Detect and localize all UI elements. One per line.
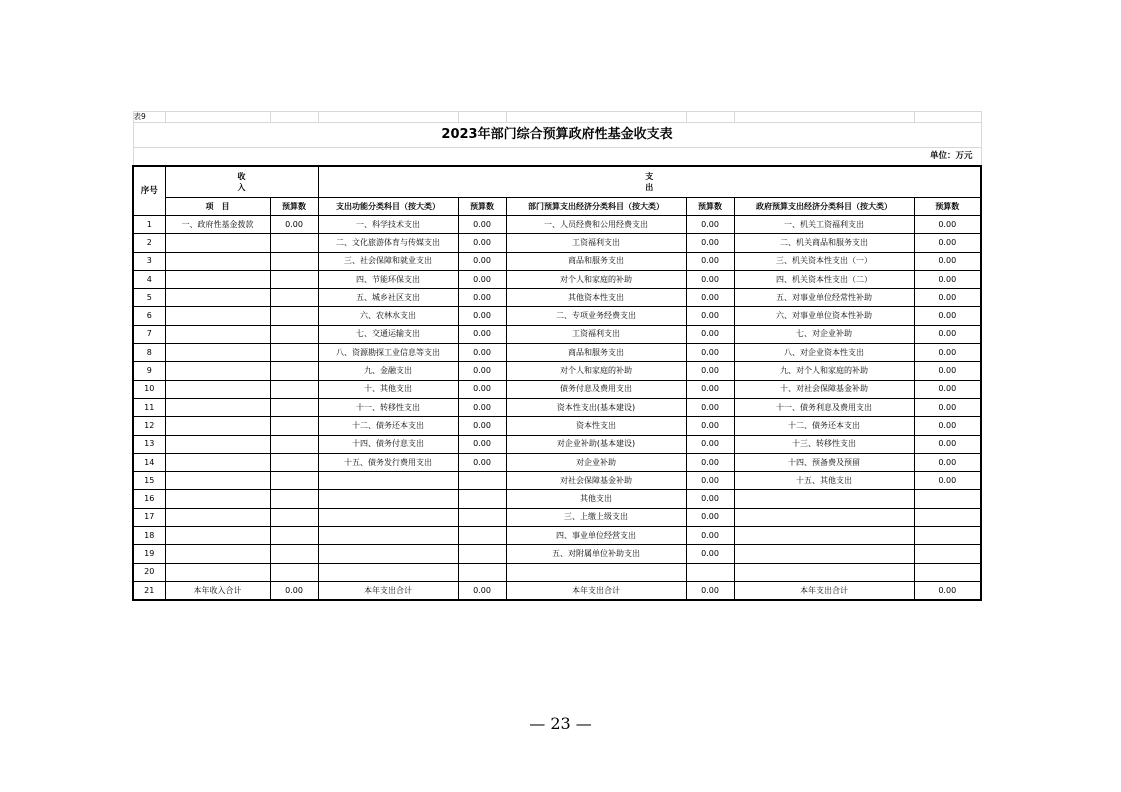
dept-economic-item: 商品和服务支出 xyxy=(506,252,686,270)
row-number: 12 xyxy=(133,417,165,435)
income-item xyxy=(165,270,270,288)
income-item xyxy=(165,362,270,380)
row-number: 13 xyxy=(133,435,165,453)
dept-economic-item xyxy=(506,563,686,581)
table-row xyxy=(133,380,981,398)
dept-amount: 0.00 xyxy=(686,234,734,252)
gov-economic-item: 十一、债务利息及费用支出 xyxy=(734,398,914,416)
function-item xyxy=(318,563,458,581)
dept-amount: 0.00 xyxy=(686,527,734,545)
function-amount: 0.00 xyxy=(458,270,506,288)
gov-economic-item: 十、对社会保障基金补助 xyxy=(734,380,914,398)
gov-economic-item xyxy=(734,508,914,526)
table-row xyxy=(133,581,981,600)
dept-amount: 0.00 xyxy=(686,545,734,563)
dept-economic-item: 三、上缴上级支出 xyxy=(506,508,686,526)
gov-amount xyxy=(914,490,981,508)
gov-amount: 0.00 xyxy=(914,380,981,398)
dept-economic-item: 其他支出 xyxy=(506,490,686,508)
gov-economic-item: 四、机关资本性支出（二） xyxy=(734,270,914,288)
gov-amount: 0.00 xyxy=(914,398,981,416)
row-number: 20 xyxy=(133,563,165,581)
gov-amount xyxy=(914,563,981,581)
table-row xyxy=(133,527,981,545)
function-item: 十一、转移性支出 xyxy=(318,398,458,416)
income-amount xyxy=(270,234,318,252)
dept-amount: 0.00 xyxy=(686,270,734,288)
gov-amount: 0.00 xyxy=(914,234,981,252)
function-item: 七、交通运输支出 xyxy=(318,325,458,343)
table-title: 2023年部门综合预算政府性基金收支表 xyxy=(133,123,981,148)
income-item xyxy=(165,398,270,416)
function-amount: 0.00 xyxy=(458,380,506,398)
dept-economic-item: 工资福利支出 xyxy=(506,234,686,252)
table-row xyxy=(133,472,981,490)
function-amount: 0.00 xyxy=(458,435,506,453)
col-header-function: 支出功能分类科目（按大类） xyxy=(318,198,458,216)
row-number: 18 xyxy=(133,527,165,545)
income-item xyxy=(165,417,270,435)
function-amount: 0.00 xyxy=(458,289,506,307)
function-amount: 0.00 xyxy=(458,417,506,435)
dept-economic-item: 工资福利支出 xyxy=(506,325,686,343)
col-header-function-amount: 预算数 xyxy=(458,198,506,216)
income-amount xyxy=(270,545,318,563)
table-row xyxy=(133,216,981,234)
income-item xyxy=(165,289,270,307)
row-number: 8 xyxy=(133,344,165,362)
function-amount: 0.00 xyxy=(458,307,506,325)
gov-amount xyxy=(914,527,981,545)
function-item: 十五、债务发行费用支出 xyxy=(318,453,458,471)
row-number: 14 xyxy=(133,453,165,471)
function-item: 八、资源勘探工业信息等支出 xyxy=(318,344,458,362)
dept-amount: 0.00 xyxy=(686,362,734,380)
dept-economic-item: 二、专项业务经费支出 xyxy=(506,307,686,325)
gov-amount: 0.00 xyxy=(914,472,981,490)
income-amount xyxy=(270,472,318,490)
dept-economic-item: 对个人和家庭的补助 xyxy=(506,270,686,288)
income-amount xyxy=(270,252,318,270)
col-header-dept-amount: 预算数 xyxy=(686,198,734,216)
gov-economic-item: 二、机关商品和服务支出 xyxy=(734,234,914,252)
dept-economic-item: 对社会保障基金补助 xyxy=(506,472,686,490)
function-item: 六、农林水支出 xyxy=(318,307,458,325)
gov-amount xyxy=(914,508,981,526)
row-number: 16 xyxy=(133,490,165,508)
gov-economic-item xyxy=(734,545,914,563)
income-item xyxy=(165,307,270,325)
function-item: 十四、债务付息支出 xyxy=(318,435,458,453)
income-amount xyxy=(270,380,318,398)
income-item xyxy=(165,453,270,471)
income-item xyxy=(165,325,270,343)
dept-amount: 0.00 xyxy=(686,490,734,508)
gov-amount: 0.00 xyxy=(914,435,981,453)
row-number: 15 xyxy=(133,472,165,490)
income-item xyxy=(165,472,270,490)
row-number: 4 xyxy=(133,270,165,288)
gov-economic-item: 十二、债务还本支出 xyxy=(734,417,914,435)
dept-amount: 0.00 xyxy=(686,325,734,343)
table-row xyxy=(133,252,981,270)
income-item xyxy=(165,252,270,270)
income-item xyxy=(165,344,270,362)
gov-economic-item xyxy=(734,490,914,508)
gov-economic-item: 一、机关工资福利支出 xyxy=(734,216,914,234)
gov-amount: 0.00 xyxy=(914,581,981,600)
function-item xyxy=(318,508,458,526)
seq-header: 序号 xyxy=(133,166,165,216)
dept-economic-item: 商品和服务支出 xyxy=(506,344,686,362)
table-row xyxy=(133,453,981,471)
row-number: 11 xyxy=(133,398,165,416)
gov-amount: 0.00 xyxy=(914,289,981,307)
income-amount xyxy=(270,270,318,288)
dept-amount: 0.00 xyxy=(686,289,734,307)
income-amount xyxy=(270,435,318,453)
income-amount xyxy=(270,417,318,435)
function-amount xyxy=(458,508,506,526)
function-item xyxy=(318,545,458,563)
dept-economic-item: 资本性支出(基本建设) xyxy=(506,398,686,416)
gov-amount: 0.00 xyxy=(914,270,981,288)
gov-economic-item: 三、机关资本性支出（一） xyxy=(734,252,914,270)
gov-economic-item xyxy=(734,527,914,545)
dept-amount: 0.00 xyxy=(686,581,734,600)
gov-economic-item: 六、对事业单位资本性补助 xyxy=(734,307,914,325)
row-number: 2 xyxy=(133,234,165,252)
function-item: 十、其他支出 xyxy=(318,380,458,398)
dept-amount: 0.00 xyxy=(686,398,734,416)
income-group-header: 收 入 xyxy=(165,166,318,198)
income-amount: 0.00 xyxy=(270,581,318,600)
gov-amount: 0.00 xyxy=(914,344,981,362)
income-amount xyxy=(270,563,318,581)
function-amount: 0.00 xyxy=(458,362,506,380)
col-header-dept-economic: 部门预算支出经济分类科目（按大类） xyxy=(506,198,686,216)
table-row xyxy=(133,325,981,343)
table-row xyxy=(133,508,981,526)
function-amount: 0.00 xyxy=(458,252,506,270)
row-number: 1 xyxy=(133,216,165,234)
income-amount xyxy=(270,453,318,471)
income-item xyxy=(165,527,270,545)
income-amount xyxy=(270,325,318,343)
gov-amount: 0.00 xyxy=(914,453,981,471)
function-amount: 0.00 xyxy=(458,581,506,600)
income-amount xyxy=(270,490,318,508)
function-amount: 0.00 xyxy=(458,344,506,362)
function-amount xyxy=(458,563,506,581)
function-amount xyxy=(458,545,506,563)
function-amount xyxy=(458,527,506,545)
dept-economic-item: 一、人员经费和公用经费支出 xyxy=(506,216,686,234)
dept-economic-item: 对个人和家庭的补助 xyxy=(506,362,686,380)
gov-amount: 0.00 xyxy=(914,252,981,270)
function-amount: 0.00 xyxy=(458,216,506,234)
income-item: 一、政府性基金拨款 xyxy=(165,216,270,234)
income-item xyxy=(165,508,270,526)
row-number: 7 xyxy=(133,325,165,343)
function-item xyxy=(318,472,458,490)
col-header-item-amount: 预算数 xyxy=(270,198,318,216)
row-number: 17 xyxy=(133,508,165,526)
table-row xyxy=(133,270,981,288)
table-row xyxy=(133,435,981,453)
income-amount xyxy=(270,508,318,526)
gov-economic-item: 十三、转移性支出 xyxy=(734,435,914,453)
dept-economic-item: 其他资本性支出 xyxy=(506,289,686,307)
row-number: 5 xyxy=(133,289,165,307)
table-row xyxy=(133,545,981,563)
dept-economic-item: 对企业补助 xyxy=(506,453,686,471)
expense-group-header: 支 出 xyxy=(318,166,981,198)
table-row xyxy=(133,344,981,362)
function-item: 二、文化旅游体育与传媒支出 xyxy=(318,234,458,252)
table-row xyxy=(133,289,981,307)
dept-amount: 0.00 xyxy=(686,453,734,471)
income-amount xyxy=(270,527,318,545)
income-amount xyxy=(270,344,318,362)
income-amount xyxy=(270,307,318,325)
dept-economic-item: 对企业补助(基本建设) xyxy=(506,435,686,453)
page-number: — 23 — xyxy=(529,714,592,733)
dept-amount: 0.00 xyxy=(686,417,734,435)
dept-economic-item: 资本性支出 xyxy=(506,417,686,435)
table-row xyxy=(133,307,981,325)
function-amount xyxy=(458,490,506,508)
income-item: 本年收入合计 xyxy=(165,581,270,600)
sheet-label: 表9 xyxy=(133,112,165,123)
function-item: 三、社会保障和就业支出 xyxy=(318,252,458,270)
table-row xyxy=(133,398,981,416)
gov-amount xyxy=(914,545,981,563)
table-row xyxy=(133,563,981,581)
budget-sheet xyxy=(132,111,980,601)
dept-amount: 0.00 xyxy=(686,252,734,270)
income-amount: 0.00 xyxy=(270,216,318,234)
income-item xyxy=(165,563,270,581)
dept-amount xyxy=(686,563,734,581)
dept-amount: 0.00 xyxy=(686,216,734,234)
gov-economic-item: 本年支出合计 xyxy=(734,581,914,600)
function-item: 四、节能环保支出 xyxy=(318,270,458,288)
income-item xyxy=(165,490,270,508)
row-number: 19 xyxy=(133,545,165,563)
function-amount: 0.00 xyxy=(458,398,506,416)
gov-economic-item xyxy=(734,563,914,581)
budget-table xyxy=(132,111,982,601)
function-amount xyxy=(458,472,506,490)
dept-amount: 0.00 xyxy=(686,508,734,526)
row-number: 6 xyxy=(133,307,165,325)
income-amount xyxy=(270,289,318,307)
row-number: 21 xyxy=(133,581,165,600)
income-item xyxy=(165,435,270,453)
table-row xyxy=(133,417,981,435)
function-amount: 0.00 xyxy=(458,234,506,252)
income-amount xyxy=(270,398,318,416)
function-item: 一、科学技术支出 xyxy=(318,216,458,234)
function-item xyxy=(318,490,458,508)
dept-amount: 0.00 xyxy=(686,307,734,325)
function-item: 本年支出合计 xyxy=(318,581,458,600)
table-row xyxy=(133,490,981,508)
function-item: 五、城乡社区支出 xyxy=(318,289,458,307)
unit-label: 单位：万元 xyxy=(133,148,981,166)
gov-economic-item: 十五、其他支出 xyxy=(734,472,914,490)
dept-economic-item: 五、对附属单位补助支出 xyxy=(506,545,686,563)
function-amount: 0.00 xyxy=(458,453,506,471)
col-header-gov-economic: 政府预算支出经济分类科目（按大类） xyxy=(734,198,914,216)
gov-amount: 0.00 xyxy=(914,216,981,234)
gov-economic-item: 九、对个人和家庭的补助 xyxy=(734,362,914,380)
col-header-item: 项 目 xyxy=(165,198,270,216)
row-number: 9 xyxy=(133,362,165,380)
gov-economic-item: 五、对事业单位经常性补助 xyxy=(734,289,914,307)
table-row xyxy=(133,362,981,380)
function-amount: 0.00 xyxy=(458,325,506,343)
dept-economic-item: 四、事业单位经营支出 xyxy=(506,527,686,545)
dept-amount: 0.00 xyxy=(686,435,734,453)
table-row xyxy=(133,234,981,252)
gov-economic-item: 十四、预备费及预留 xyxy=(734,453,914,471)
dept-amount: 0.00 xyxy=(686,344,734,362)
dept-amount: 0.00 xyxy=(686,380,734,398)
col-header-gov-amount: 预算数 xyxy=(914,198,981,216)
dept-economic-item: 债务付息及费用支出 xyxy=(506,380,686,398)
gov-economic-item: 八、对企业资本性支出 xyxy=(734,344,914,362)
function-item: 十二、债务还本支出 xyxy=(318,417,458,435)
function-item xyxy=(318,527,458,545)
gov-amount: 0.00 xyxy=(914,417,981,435)
income-item xyxy=(165,234,270,252)
row-number: 3 xyxy=(133,252,165,270)
income-amount xyxy=(270,362,318,380)
gov-amount: 0.00 xyxy=(914,307,981,325)
dept-economic-item: 本年支出合计 xyxy=(506,581,686,600)
gov-economic-item: 七、对企业补助 xyxy=(734,325,914,343)
gov-amount: 0.00 xyxy=(914,325,981,343)
row-number: 10 xyxy=(133,380,165,398)
dept-amount: 0.00 xyxy=(686,472,734,490)
income-item xyxy=(165,380,270,398)
income-item xyxy=(165,545,270,563)
gov-amount: 0.00 xyxy=(914,362,981,380)
function-item: 九、金融支出 xyxy=(318,362,458,380)
